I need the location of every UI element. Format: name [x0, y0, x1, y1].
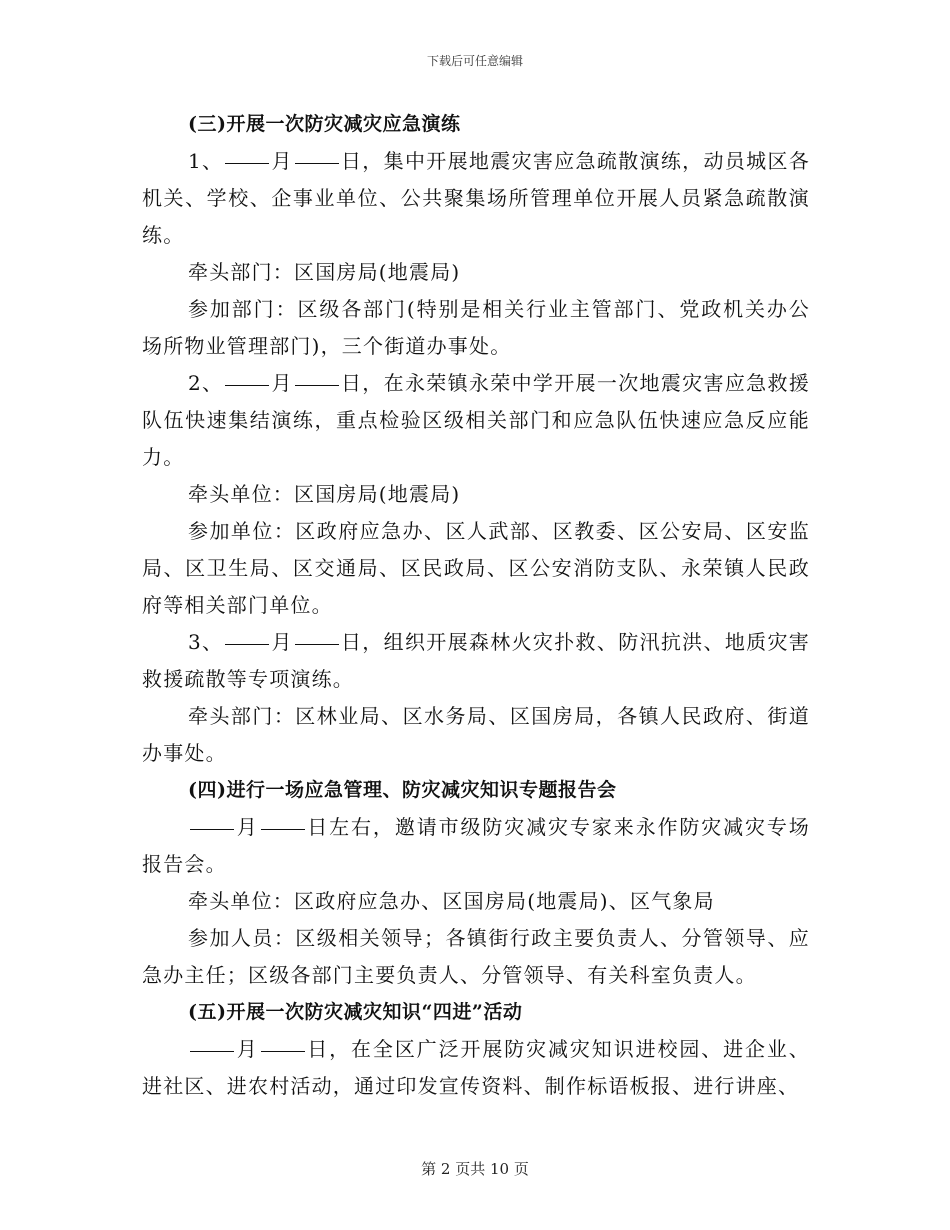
month-label: 月	[236, 815, 259, 839]
blank-line	[225, 162, 269, 164]
item-number: 1、	[188, 149, 224, 173]
item-text: 日，组织开展森林火灾扑救、防汛抗洪、地质灾害救援疏散等专项演练。	[142, 630, 811, 691]
section-4-paragraph	[142, 809, 810, 883]
section-heading-5: (五)开展一次防灾减灾知识“四进”活动	[188, 1001, 523, 1023]
item-number: 2、	[188, 371, 224, 395]
month-label: 月	[271, 149, 293, 173]
item-3-lead: 牵头部门：区林业局、区水务局、区国房局，各镇人民政府、街道办事处。	[142, 704, 810, 765]
section-heading-3: (三)开展一次防灾减灾应急演练	[188, 113, 461, 135]
item-2-lead: 牵头单位：区国房局(地震局)	[188, 482, 461, 506]
blank-line	[261, 828, 305, 830]
item-text: 日，集中开展地震灾害应急疏散演练，动员城区各机关、学校、企事业单位、公共聚集场所管理单位开展人员紧急疏散演练。	[142, 149, 811, 247]
blank-line	[261, 1050, 305, 1052]
section-4-lead: 牵头单位：区政府应急办、区国房局(地震局)、区气象局	[188, 889, 715, 913]
item-1-participants: 参加部门：区级各部门(特别是相关行业主管部门、党政机关办公场所物业管理部门)，三个街道办事处。	[142, 297, 810, 358]
blank-line	[225, 384, 269, 386]
section-4-participants: 参加人员：区级相关领导；各镇街行政主要负责人、分管领导、应急办主任；区级各部门主要负责人、分管领导、有关科室负责人。	[142, 926, 810, 987]
item-3-paragraph	[142, 624, 810, 698]
blank-line	[190, 1050, 234, 1052]
item-1-paragraph	[142, 143, 810, 254]
item-number: 3、	[188, 630, 224, 654]
item-text: 日左右，邀请市级防灾减灾专家来永作防灾减灾专场报告会。	[142, 815, 810, 876]
month-label: 月	[236, 1037, 259, 1061]
item-2-paragraph	[142, 365, 810, 476]
document-body	[142, 106, 810, 1105]
page-footer: 第 2 页共 10 页	[421, 1160, 529, 1178]
month-label: 月	[271, 630, 293, 654]
blank-line	[295, 384, 339, 386]
blank-line	[190, 828, 234, 830]
item-1-lead: 牵头部门：区国房局(地震局)	[188, 260, 461, 284]
month-label: 月	[271, 371, 293, 395]
blank-line	[225, 643, 269, 645]
item-text: 日，在全区广泛开展防灾减灾知识进校园、进企业、进社区、进农村活动，通过印发宣传资料、制作标语板报、进行讲座、	[142, 1037, 810, 1098]
section-5-paragraph	[142, 1031, 810, 1105]
item-text: 日，在永荣镇永荣中学开展一次地震灾害应急救援队伍快速集结演练，重点检验区级相关部门和应急队伍快速应急反应能力。	[142, 371, 811, 469]
page-header: 下载后可任意编辑	[426, 54, 523, 68]
item-2-participants: 参加单位：区政府应急办、区人武部、区教委、区公安局、区安监局、区卫生局、区交通局、区民政局、区公安消防支队、永荣镇人民政府等相关部门单位。	[142, 519, 810, 617]
blank-line	[295, 162, 339, 164]
blank-line	[295, 643, 339, 645]
section-heading-4: (四)进行一场应急管理、防灾减灾知识专题报告会	[188, 779, 617, 801]
